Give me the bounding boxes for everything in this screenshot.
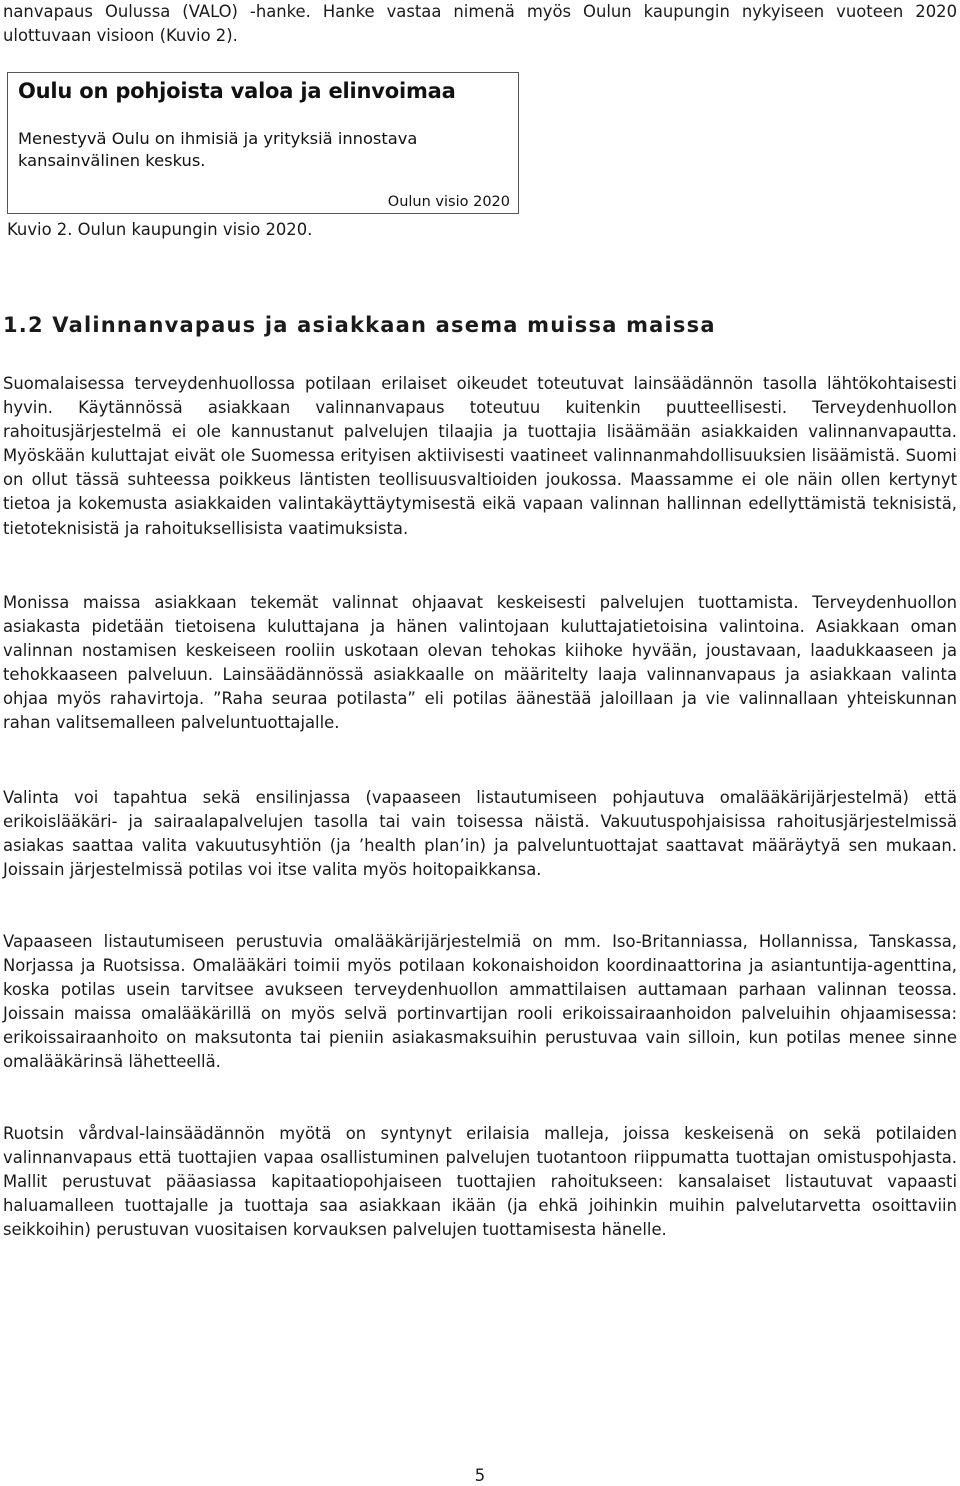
figure-text: Menestyvä Oulu on ihmisiä ja yrityksiä innostava kansainvälinen keskus. [18, 129, 418, 170]
section-paragraph: Valinta voi tapahtua sekä ensilinjassa (vapaaseen listautumiseen pohjautuva omalääkärijärjestelmä) että erikoislääkäri- ja sairaalapalvelujen tasolla tai vain toisessa näistä. Vakuutuspohjaisissa rahoitusjärjestelmissä asiakas saattaa valita vakuutusyhtiön (ja ’health plan’in) ja palveluntuottajat saattavat määräytyä sen mukaan. Joissain järjestelmissä potilas voi itse valita myös hoitopaikkansa. [3, 788, 957, 880]
figure-signature: Oulun visio 2020 [387, 194, 510, 210]
vision-figure [7, 72, 519, 214]
figure-title: Oulu on pohjoista valoa ja elinvoimaa [18, 79, 456, 103]
section-heading: 1.2 Valinnanvapaus ja asiakkaan asema muissa maissa [3, 313, 716, 337]
section-paragraph: Suomalaisessa terveydenhuollossa potilaan erilaiset oikeudet toteutuvat lainsäädännön tasolla lähtökohtaisesti hyvin. Käytännössä asiakkaan valinnanvapaus toteutuu kuitenkin puutteellisesti. Terveydenhuollon rahoitusjärjestelmä ei ole kannustanut palvelujen tilaajia ja tuottajia lisäämään asiakkaiden valinnanvapautta. Myöskään kuluttajat eivät ole Suomessa erityisen aktiivisesti vaatineet valinnanmahdollisuuksien lisäämistä. Suomi on ollut tässä suhteessa poikkeus läntisten teollisuusvaltioiden joukossa. Maassamme ei ole näin ollen kertynyt tietoa ja kokemusta asiakkaiden valintakäyttäytymisestä eikä vapaan valinnan hallinnan edellyttämistä teknisistä, tietoteknisistä ja rahoituksellisista vaatimuksista. [3, 374, 957, 538]
section-paragraph: Ruotsin vårdval-lainsäädännön myötä on syntynyt erilaisia malleja, joissa keskeisenä on sekä potilaiden valinnanvapaus että tuottajien vapaa osallistuminen palvelujen tuotantoon riippumatta tuottajan omistuspohjasta. Mallit perustuvat pääasiassa kapitaatiopohjaiseen tuottajien rahoitukseen: kansalaiset listautuvat vapaasti haluamalleen tuottajalle ja tuottaja saa asiakkaan ikään (ja ehkä joihinkin muihin palvelutarvetta osoittaviin seikkoihin) perustuvan vuositaisen korvauksen palvelujen tuottamisesta hänelle. [3, 1124, 957, 1240]
intro-paragraph: nanvapaus Oulussa (VALO) -hanke. Hanke vastaa nimenä myös Oulun kaupungin nykyiseen vuoteen 2020 ulottuvaan visioon (Kuvio 2). [3, 2, 957, 46]
figure-caption: Kuvio 2. Oulun kaupungin visio 2020. [7, 220, 313, 239]
page-number: 5 [474, 1466, 486, 1485]
section-paragraph: Vapaaseen listautumiseen perustuvia omalääkärijärjestelmiä on mm. Iso-Britanniassa, Hollannissa, Tanskassa, Norjassa ja Ruotsissa. Omalääkäri toimii myös potilaan kokonaishoidon koordinaattorina ja asiantuntija-agenttina, koska potilas usein tarvitsee avukseen terveydenhuollon ammattilaisen auttamaan parhaan valinnan teossa. Joissain maissa omalääkärillä on myös selvä portinvartijan rooli erikoissairaanhoidon palveluihin ohjaamisessa: erikoissairaanhoito on maksutonta tai pieniin asiakasmaksuihin perustuvaa vain silloin, kun potilas menee sinne omalääkärinsä lähetteellä. [3, 932, 957, 1072]
section-paragraph: Monissa maissa asiakkaan tekemät valinnat ohjaavat keskeisesti palvelujen tuottamista. Terveydenhuollon asiakasta pidetään tietoisena kuluttajana ja hänen valintojaan kuluttajatietoisina valintoina. Asiakkaan oman valinnan nostamisen keskeiseen rooliin uskotaan olevan tehokas kiihoke hyvään, joustavaan, laadukkaaseen ja tehokkaaseen palveluun. Lainsäädännössä asiakkaalle on määritelty laaja valinnanvapaus ja asiakkaan valinta ohjaa myös rahavirtoja. ”Raha seuraa potilasta” eli potilas äänestää jaloillaan ja vie valinnallaan yhteiskunnan rahan valitsemalleen palveluntuottajalle. [3, 593, 957, 733]
